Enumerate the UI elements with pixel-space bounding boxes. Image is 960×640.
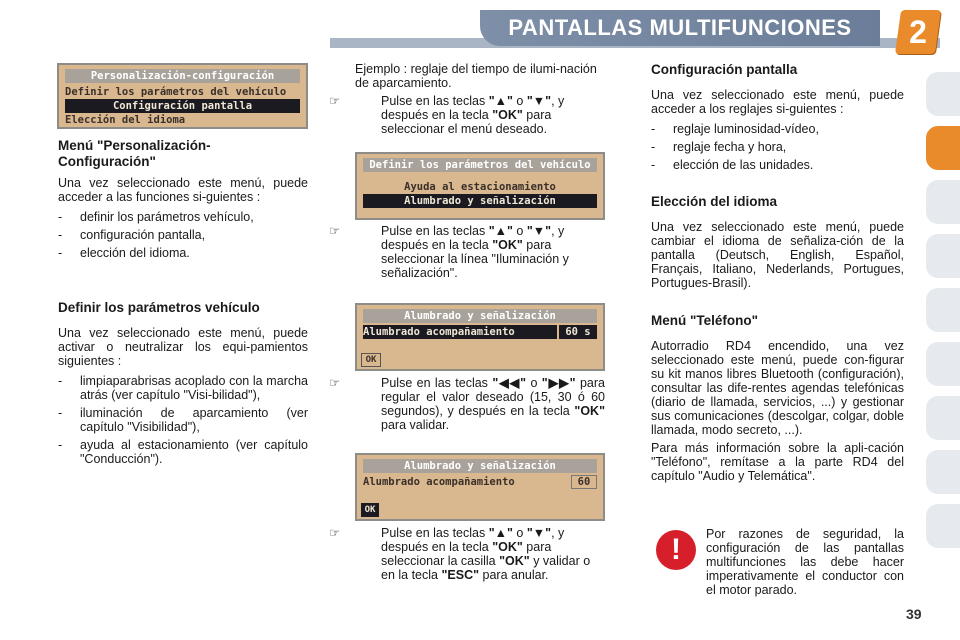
screen-row: Definir los parámetros del vehículo bbox=[65, 86, 287, 98]
section-heading: Definir los parámetros vehículo bbox=[58, 300, 260, 315]
screen-row-selected: Configuración pantalla bbox=[65, 99, 300, 113]
section-heading: Configuración pantalla bbox=[651, 62, 798, 77]
side-tab-3[interactable] bbox=[926, 180, 960, 224]
pointer-hand-icon: ☞ bbox=[329, 526, 341, 540]
example-text: Ejemplo : reglaje del tiempo de ilumi-nación de aparcamiento. bbox=[355, 62, 597, 90]
page-title: PANTALLAS MULTIFUNCIONES bbox=[480, 10, 880, 46]
list-item: - configuración pantalla, bbox=[58, 228, 206, 242]
screen-definir-parametros bbox=[355, 152, 605, 220]
value-field: 60 s bbox=[559, 325, 597, 339]
instruction-4: ☞ Pulse en las teclas "▲" o "▼", y después en la tecla "OK" para seleccionar la casilla "OK" y validar o en la tecla "ESC" para anular. bbox=[329, 526, 591, 582]
list-item: - elección del idioma. bbox=[58, 246, 190, 260]
side-tab-8[interactable] bbox=[926, 450, 960, 494]
side-tab-1[interactable] bbox=[926, 72, 960, 116]
col2-top bbox=[329, 62, 605, 136]
list-item: - reglaje luminosidad-vídeo, bbox=[651, 122, 819, 136]
bullet-list bbox=[651, 122, 904, 172]
value-field: 60 bbox=[571, 475, 597, 489]
list-item: - limpiaparabrisas acoplado con la marcha atrás (ver capítulo "Visi-bilidad"), bbox=[58, 374, 308, 402]
screen-row: Alumbrado acompañamiento bbox=[363, 476, 515, 488]
side-tab-7[interactable] bbox=[926, 396, 960, 440]
col2-instr4 bbox=[329, 526, 605, 582]
section-heading: Menú "Teléfono" bbox=[651, 313, 759, 328]
col3-section3 bbox=[651, 313, 904, 483]
side-tab-4[interactable] bbox=[926, 234, 960, 278]
col1-section1 bbox=[58, 138, 308, 264]
screen-title: Alumbrado y señalización bbox=[363, 309, 597, 323]
chapter-number: 2 bbox=[909, 14, 927, 50]
list-item: - iluminación de aparcamiento (ver capítulo "Visibilidad"), bbox=[58, 406, 308, 434]
screen-title: Personalización-configuración bbox=[65, 69, 300, 83]
side-tab-2-active[interactable] bbox=[926, 126, 960, 170]
paragraph: Para más información sobre la apli-cación "Teléfono", remítase a la parte RD4 del capítulo "Audio y Telemática". bbox=[651, 441, 904, 483]
section-heading: Elección del idioma bbox=[651, 194, 778, 209]
warning-box bbox=[706, 527, 904, 597]
ok-box: OK bbox=[361, 353, 381, 367]
paragraph: Una vez seleccionado este menú, puede acceder a los reglajes si-guientes : bbox=[651, 88, 904, 116]
pointer-hand-icon: ☞ bbox=[329, 376, 341, 390]
instruction-2: ☞ Pulse en las teclas "▲" o "▼", y después en la tecla "OK" para seleccionar la línea "Iluminación y señalización". bbox=[329, 224, 569, 280]
bullet-list bbox=[58, 374, 308, 466]
instruction-3: ☞ Pulse en las teclas "◀◀" o "▶▶" para regular el valor deseado (15, 30 ó 60 segundos), y después en la tecla "OK" para validar. bbox=[329, 376, 605, 432]
pointer-hand-icon: ☞ bbox=[329, 224, 341, 238]
side-tab-5[interactable] bbox=[926, 288, 960, 332]
paragraph: Una vez seleccionado este menú, puede acceder a las funciones si-guientes : bbox=[58, 176, 308, 204]
list-item: - ayuda al estacionamiento (ver capítulo "Conducción"). bbox=[58, 438, 308, 466]
col1-section2 bbox=[58, 300, 308, 470]
list-item: - elección de las unidades. bbox=[651, 158, 814, 172]
paragraph: Autorradio RD4 encendido, una vez seleccionado este menú, puede con-figurar su kit manos libres Bluetooth (configuración), consultar las dife-rentes agendas telefónicas (diario de llamada, servicios, ...) y gestionar sus comunicaciones (descolgar, colgar, doble llamada, modo secreto, ...). bbox=[651, 339, 904, 437]
section-heading: Menú "Personalización-Configuración" bbox=[58, 138, 211, 169]
side-tab-9[interactable] bbox=[926, 504, 960, 548]
bullet-list bbox=[58, 210, 308, 260]
paragraph: Una vez seleccionado este menú, puede activar o neutralizar los equi-pamientos siguientes : bbox=[58, 326, 308, 368]
screen-title: Definir los parámetros del vehículo bbox=[363, 158, 597, 172]
warning-text: Por razones de seguridad, la configuración de las pantallas multifunciones las debe hacer imperativamente el conductor con el motor parado. bbox=[706, 527, 904, 597]
screen-alumbrado-2 bbox=[355, 453, 605, 521]
page-number: 39 bbox=[906, 606, 922, 622]
paragraph: Una vez seleccionado este menú, puede cambiar el idioma de señaliza-ción de la pantalla (Deutsch, English, Español, Français, Italiano, Nederlands, Portugues, Portugues-Brasil). bbox=[651, 220, 904, 290]
list-item: - definir los parámetros vehículo, bbox=[58, 210, 254, 224]
pointer-hand-icon: ☞ bbox=[329, 94, 341, 108]
list-item: - reglaje fecha y hora, bbox=[651, 140, 787, 154]
warning-icon: ! bbox=[656, 530, 696, 570]
screen-row-selected: Alumbrado acompañamiento bbox=[363, 325, 557, 339]
screen-alumbrado-1 bbox=[355, 303, 605, 371]
screen-row: Ayuda al estacionamiento bbox=[404, 181, 556, 193]
ok-box-selected: OK bbox=[361, 503, 379, 517]
screen-row-selected: Alumbrado y señalización bbox=[363, 194, 597, 208]
instruction-1: ☞ Pulse en las teclas "▲" o "▼", y después en la tecla "OK" para seleccionar el menú deseado. bbox=[329, 94, 565, 136]
side-tab-6[interactable] bbox=[926, 342, 960, 386]
screen-row: Elección del idioma bbox=[65, 114, 186, 126]
col3-section2 bbox=[651, 194, 904, 290]
screen-personalizacion bbox=[57, 63, 308, 129]
screen-title: Alumbrado y señalización bbox=[363, 459, 597, 473]
col3-section1 bbox=[651, 62, 904, 176]
col2-instr2 bbox=[329, 224, 605, 280]
col2-instr3 bbox=[329, 376, 605, 432]
